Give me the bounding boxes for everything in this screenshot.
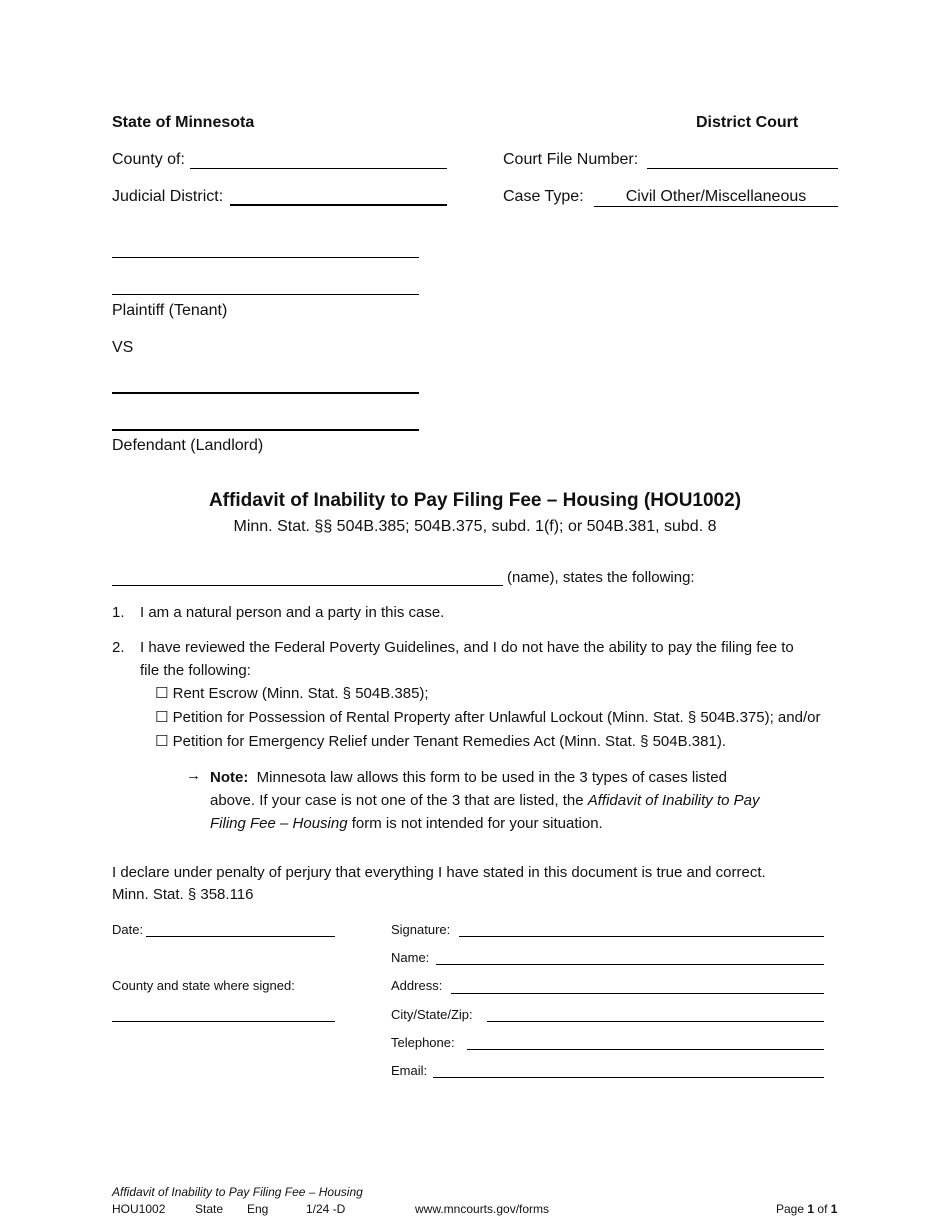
item-1-number: 1. bbox=[112, 604, 125, 621]
item-1-text: I am a natural person and a party in this case. bbox=[140, 604, 445, 621]
page-prefix: Page bbox=[776, 1202, 805, 1216]
case-type-value: Civil Other/Miscellaneous bbox=[594, 188, 838, 207]
checkbox-icon[interactable]: ☐ bbox=[155, 732, 169, 750]
note-text-a: Minnesota law allows this form to be used in the 3 types of cases listed above. If your case is not one of the 3 that are listed, the bbox=[210, 769, 727, 809]
county-state-label: County and state where signed: bbox=[112, 978, 295, 993]
footer-revision: 1/24 -D bbox=[306, 1202, 346, 1216]
option-label: Rent Escrow (Minn. Stat. § 504B.385); bbox=[172, 685, 429, 702]
case-type-label: Case Type: bbox=[503, 188, 584, 205]
city-state-zip-label: City/State/Zip: bbox=[391, 1007, 473, 1022]
checkbox-icon[interactable]: ☐ bbox=[155, 708, 169, 726]
option-label: Petition for Emergency Relief under Tenant Remedies Act (Minn. Stat. § 504B.381). bbox=[172, 733, 726, 750]
court-heading: District Court bbox=[696, 114, 799, 131]
page-of: of bbox=[817, 1202, 828, 1216]
judicial-district-label: Judicial District: bbox=[112, 188, 224, 205]
plaintiff-line-2[interactable] bbox=[112, 294, 419, 295]
court-file-number-field[interactable] bbox=[647, 168, 838, 169]
plaintiff-line-1[interactable] bbox=[112, 257, 419, 258]
page-total: 1 bbox=[830, 1202, 838, 1216]
affiant-name-field[interactable] bbox=[112, 585, 503, 586]
email-field[interactable] bbox=[433, 1077, 824, 1078]
defendant-label: Defendant (Landlord) bbox=[112, 437, 264, 454]
note-form-name: Affidavit of Inability to Pay Filing Fee – Housing bbox=[210, 792, 760, 832]
form-title: Affidavit of Inability to Pay Filing Fee – Housing (HOU1002) bbox=[208, 490, 742, 511]
county-state-field[interactable] bbox=[112, 1021, 335, 1022]
telephone-field[interactable] bbox=[467, 1049, 824, 1050]
declaration-line-1: I declare under penalty of perjury that everything I have stated in this document is true and correct. bbox=[112, 864, 766, 881]
name-label: Name: bbox=[391, 950, 430, 965]
vs-label: VS bbox=[112, 339, 134, 356]
item-2-text-line-2: file the following: bbox=[140, 662, 251, 679]
note-text-b: form is not intended for your situation. bbox=[351, 815, 603, 832]
footer-form-title: Affidavit of Inability to Pay Filing Fee – Housing bbox=[112, 1185, 363, 1199]
email-label: Email: bbox=[391, 1063, 428, 1078]
footer-page-number bbox=[776, 1202, 837, 1216]
checkbox-icon[interactable]: ☐ bbox=[155, 684, 169, 702]
court-file-number-label: Court File Number: bbox=[503, 151, 639, 168]
option-unlawful-lockout[interactable] bbox=[155, 708, 820, 726]
date-field[interactable] bbox=[146, 936, 335, 937]
address-field[interactable] bbox=[451, 993, 824, 994]
plaintiff-label: Plaintiff (Tenant) bbox=[112, 302, 228, 319]
footer-jurisdiction: State bbox=[195, 1202, 224, 1216]
declaration-line-2: Minn. Stat. § 358.116 bbox=[112, 886, 254, 903]
option-rent-escrow[interactable] bbox=[155, 684, 429, 702]
signature-field[interactable] bbox=[459, 936, 824, 937]
signature-label: Signature: bbox=[391, 922, 451, 937]
arrow-right-icon: → bbox=[186, 767, 201, 784]
footer-website[interactable]: www.mncourts.gov/forms bbox=[415, 1202, 550, 1216]
name-field[interactable] bbox=[436, 964, 824, 965]
footer-language: Eng bbox=[247, 1202, 269, 1216]
page-current: 1 bbox=[807, 1202, 815, 1216]
item-2-number: 2. bbox=[112, 639, 125, 656]
defendant-line-1[interactable] bbox=[112, 392, 419, 394]
note-label: Note: bbox=[210, 769, 249, 786]
footer-form-code: HOU1002 bbox=[112, 1202, 166, 1216]
state-heading: State of Minnesota bbox=[112, 114, 255, 131]
option-emergency-relief[interactable] bbox=[155, 732, 726, 750]
intro-text: (name), states the following: bbox=[507, 569, 695, 586]
telephone-label: Telephone: bbox=[391, 1035, 455, 1050]
city-state-zip-field[interactable] bbox=[487, 1021, 824, 1022]
option-label: Petition for Possession of Rental Property after Unlawful Lockout (Minn. Stat. § 504B.375); and/or bbox=[172, 709, 821, 726]
date-label: Date: bbox=[112, 922, 144, 937]
judicial-district-field[interactable] bbox=[230, 204, 447, 206]
defendant-line-2[interactable] bbox=[112, 429, 419, 431]
item-2-text-line-1: I have reviewed the Federal Poverty Guidelines, and I do not have the ability to pay the filing fee to bbox=[140, 639, 794, 656]
address-label: Address: bbox=[391, 978, 443, 993]
county-label: County of: bbox=[112, 151, 185, 168]
note-block bbox=[210, 766, 770, 835]
statute-reference: Minn. Stat. §§ 504B.385; 504B.375, subd. 1(f); or 504B.381, subd. 8 bbox=[233, 518, 717, 535]
county-field[interactable] bbox=[190, 168, 447, 169]
